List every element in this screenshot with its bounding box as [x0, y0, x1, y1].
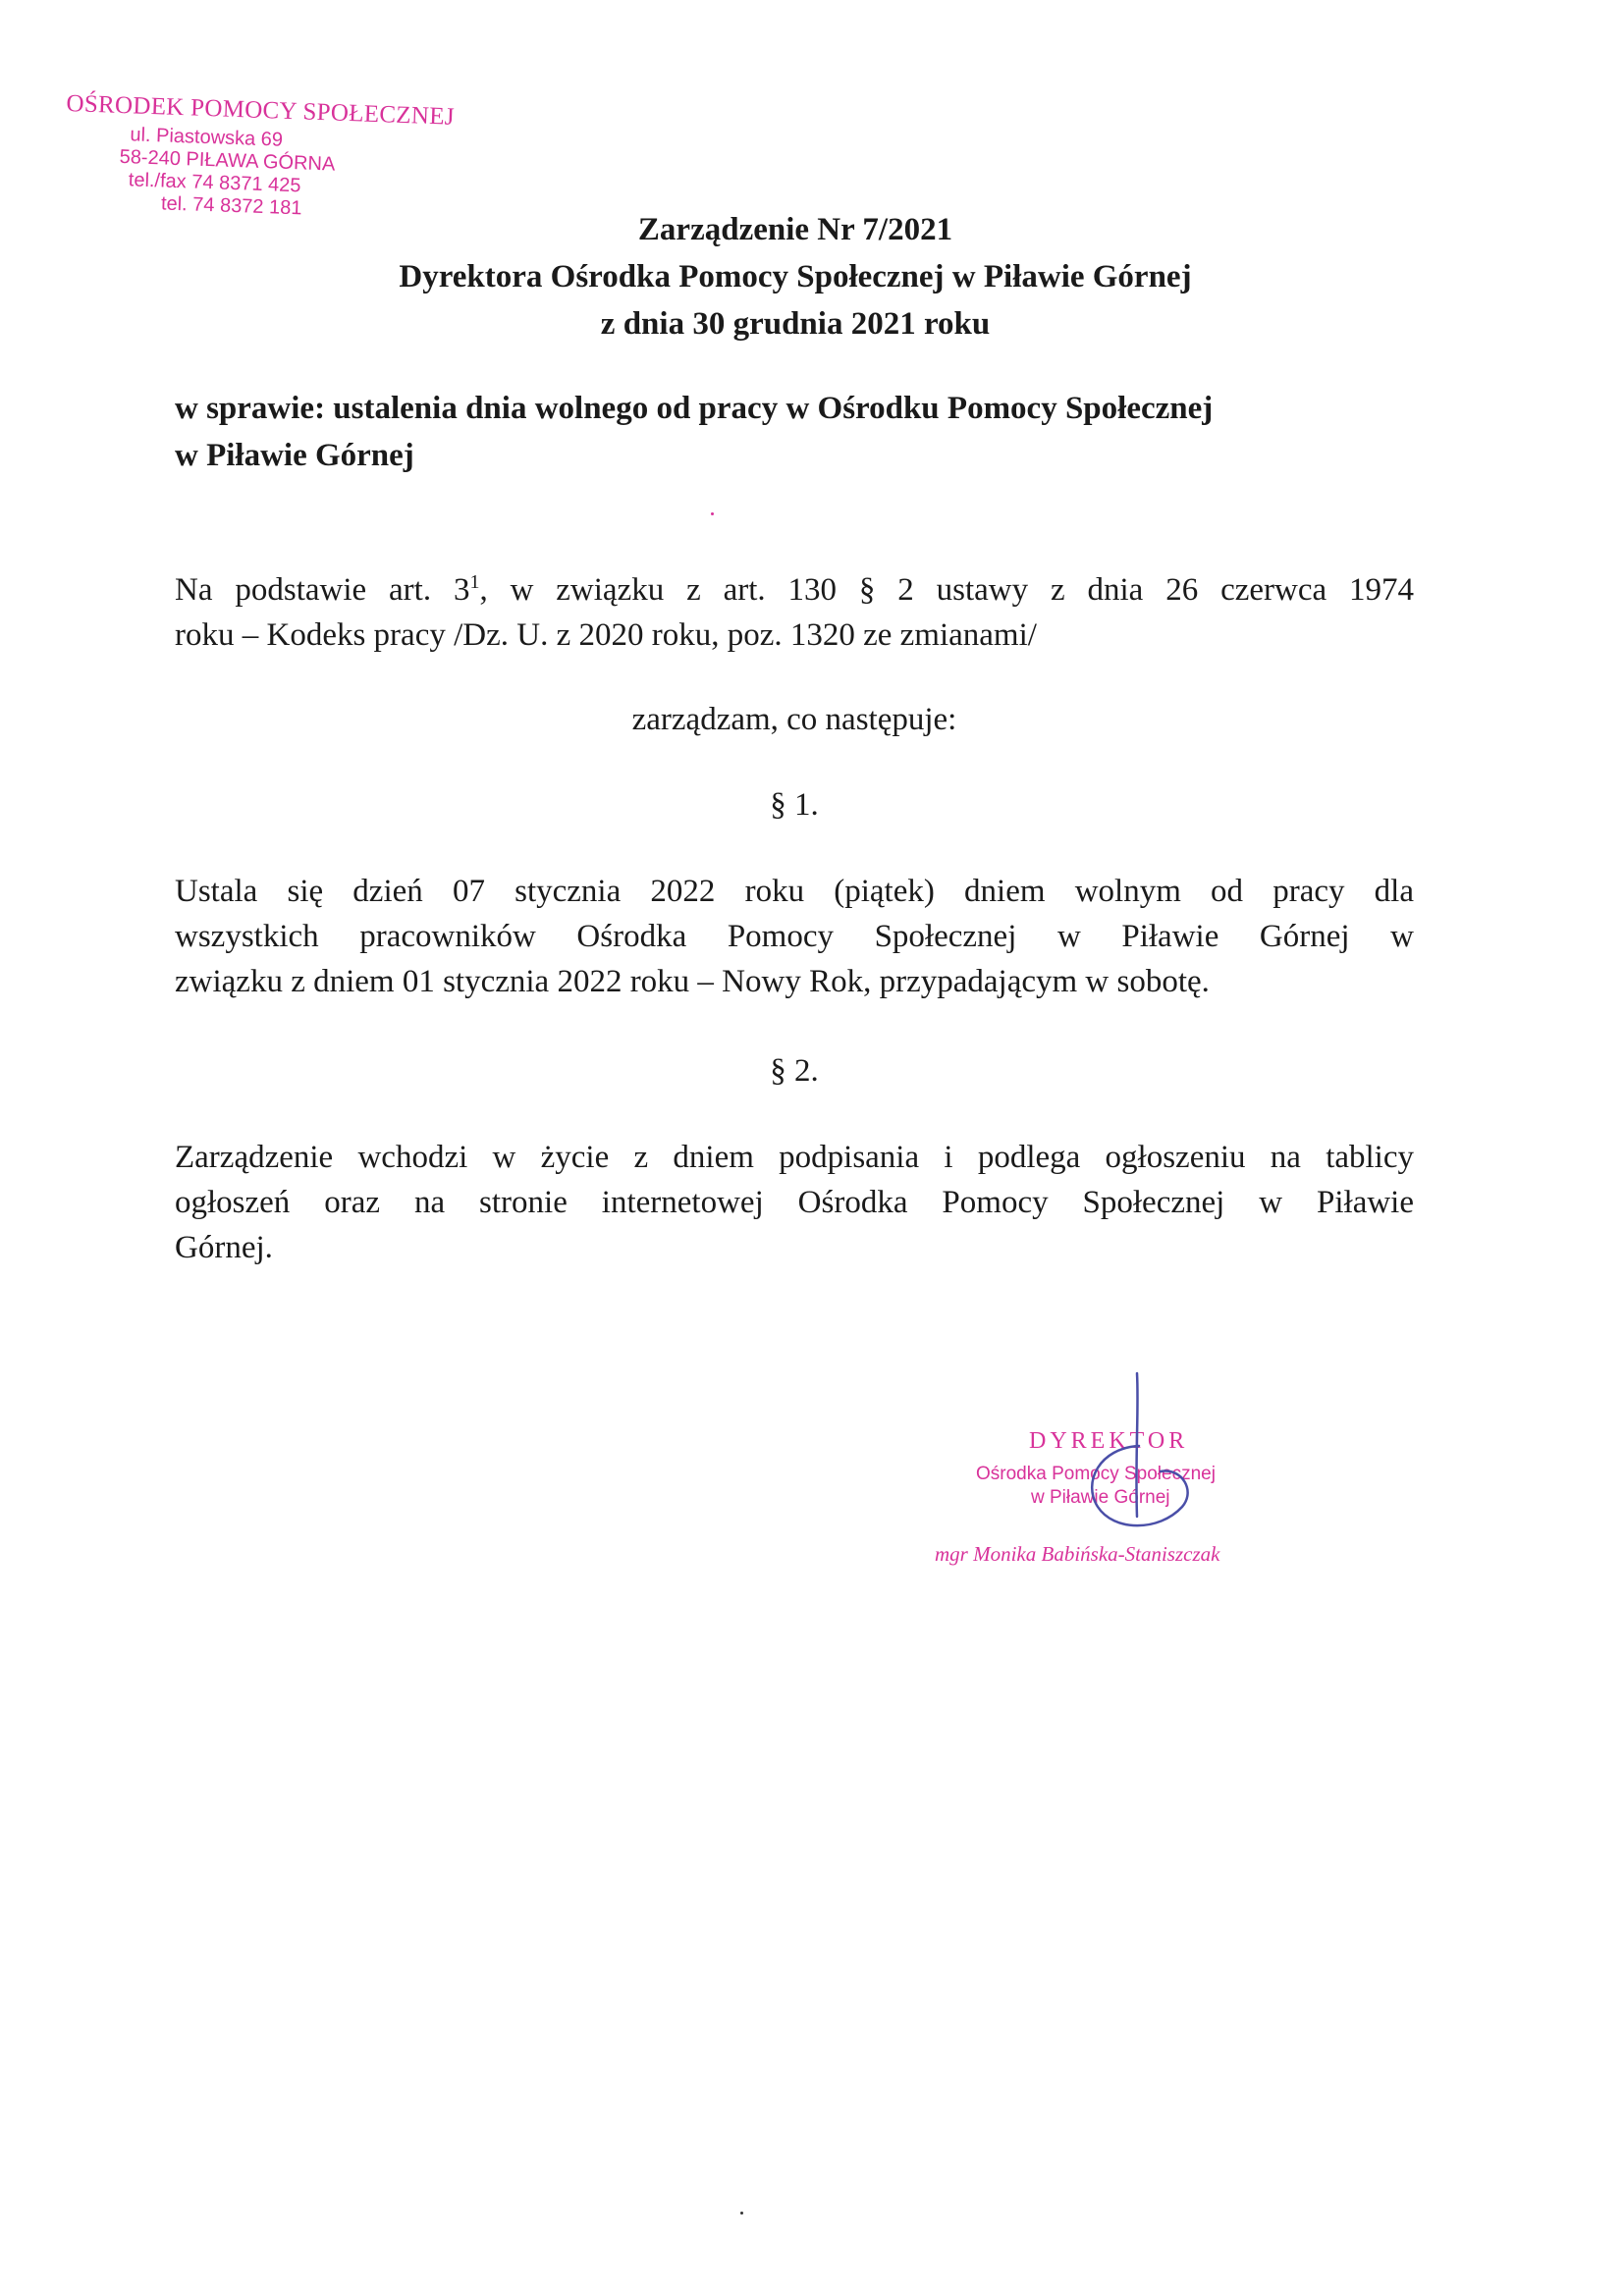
paragraph-1-line-3: związku z dniem 01 stycznia 2022 roku – Nowy Rok, przypadającym w sobotę. [175, 964, 1210, 999]
subject-line-2: w Piławie Górnej [175, 438, 414, 473]
stamp-city: 58-240 PIŁAWA GÓRNA [119, 145, 336, 176]
paragraph-1-line-2: wszystkich pracowników Ośrodka Pomocy Społecznej w Piławie Górnej w [175, 919, 1414, 954]
paragraph-2-line-2: ogłoszeń oraz na stronie internetowej Ośrodka Pomocy Społecznej w Piławie [175, 1185, 1414, 1220]
paragraph-1-line-1: Ustala się dzień 07 stycznia 2022 roku (piątek) dniem wolnym od pracy dla [175, 874, 1414, 909]
subject-line-1: w sprawie: ustalenia dnia wolnego od pracy w Ośrodku Pomocy Społecznej [175, 391, 1214, 426]
signature-stroke-loop [1092, 1446, 1187, 1525]
handwritten-signature [1080, 1369, 1198, 1566]
signature-stamp-person: mgr Monika Babińska-Staniszczak [935, 1542, 1220, 1566]
stamp-telfax: tel./fax 74 8371 425 [128, 169, 301, 197]
legal-basis [175, 560, 1414, 658]
decree-intro: zarządzam, co następuje: [631, 702, 957, 737]
signature-stamp-org: Ośrodka Pomocy Społecznej [976, 1464, 1216, 1484]
document-subject [175, 385, 1432, 479]
stamp-street: ul. Piastowska 69 [130, 124, 284, 151]
legal-basis-text-a: Na podstawie art. 3 [175, 572, 470, 608]
document-title [177, 206, 1414, 347]
paragraph-2-body [175, 1135, 1414, 1270]
paragraph-2-line-3: Górnej. [175, 1230, 273, 1265]
paragraph-1-heading: § 1. [770, 787, 819, 823]
legal-basis-line-2: roku – Kodeks pracy /Dz. U. z 2020 roku, poz. 1320 ze zmianami/ [175, 617, 1037, 653]
legal-basis-text-b: , w związku z art. 130 § 2 ustawy z dnia 26 czerwca 1974 [479, 572, 1414, 608]
title-line-3: z dnia 30 grudnia 2021 roku [600, 306, 991, 342]
title-line-1: Zarządzenie Nr 7/2021 [637, 212, 953, 247]
signature-stamp-title: DYREKTOR [1029, 1428, 1189, 1454]
stamp-tel: tel. 74 8372 181 [160, 192, 302, 220]
stamp-org-name: OŚRODEK POMOCY SPOŁECZNEJ [66, 90, 456, 131]
paragraph-2-line-1: Zarządzenie wchodzi w życie z dniem podpisania i podlega ogłoszeniu na tablicy [175, 1140, 1414, 1175]
title-line-2: Dyrektora Ośrodka Pomocy Społecznej w Piławie Górnej [399, 259, 1192, 294]
stamp-ink-dot [711, 512, 714, 515]
legal-basis-line-1 [175, 560, 1414, 613]
signature-stamp-place: w Piławie Górnej [1031, 1487, 1170, 1508]
paragraph-2-heading: § 2. [770, 1053, 819, 1089]
legal-basis-superscript: 1 [469, 571, 480, 593]
scan-speck [740, 2212, 743, 2215]
paragraph-1-body [175, 869, 1414, 1004]
